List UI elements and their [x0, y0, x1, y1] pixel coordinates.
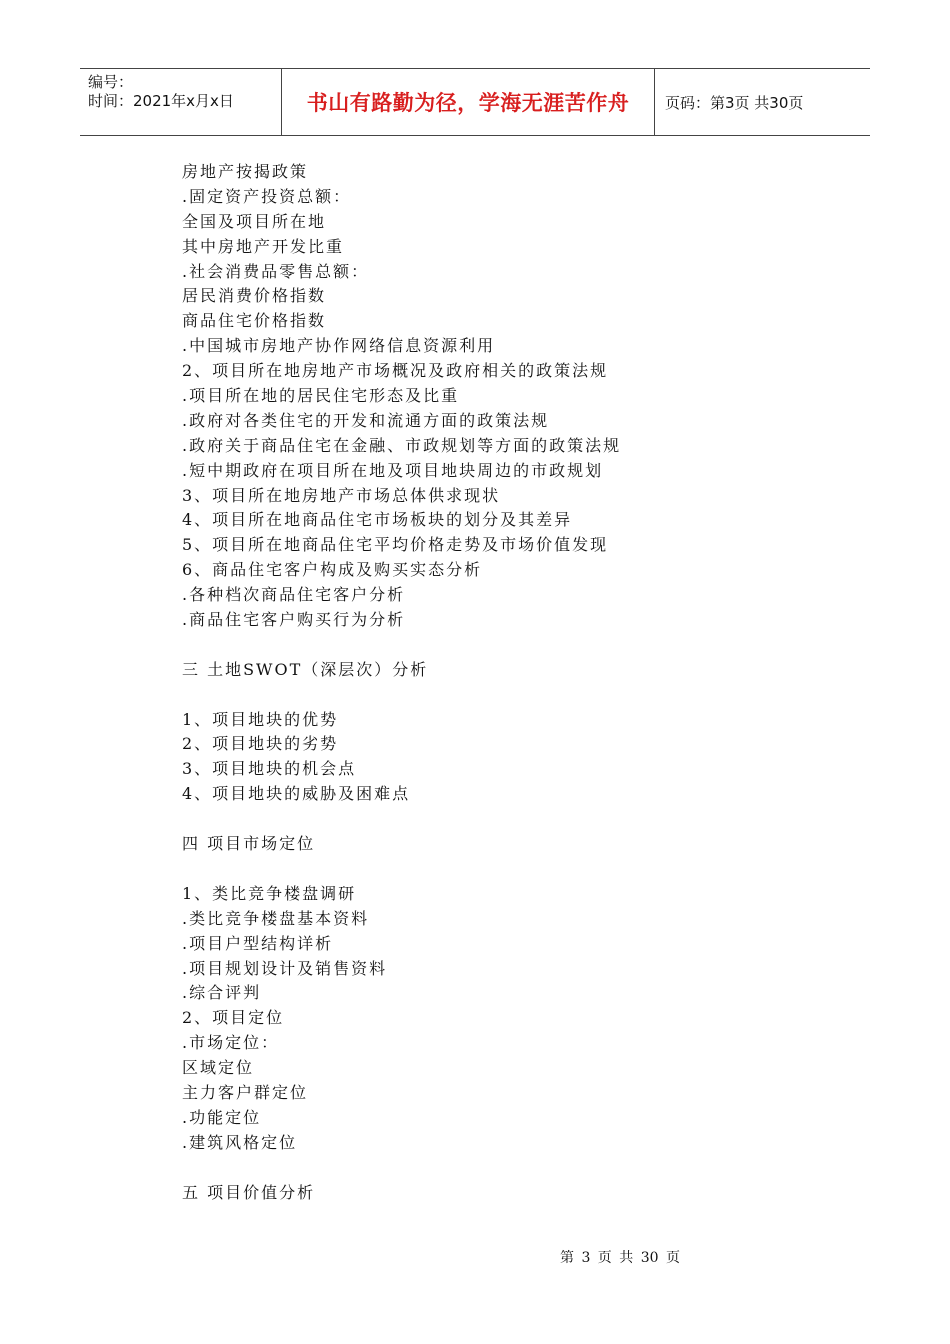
header-info-cell — [80, 69, 282, 135]
body-line: 2、项目所在地房地产市场概况及政府相关的政策法规 — [182, 361, 609, 381]
body-line: 全国及项目所在地 — [182, 211, 327, 231]
page-header — [80, 68, 870, 136]
blank-line — [182, 857, 822, 882]
blank-line — [182, 683, 822, 708]
body-line: 房地产按揭政策 — [182, 162, 309, 181]
body-line: .市场定位： — [182, 1033, 280, 1053]
body-line: 6、商品住宅客户构成及购买实态分析 — [182, 560, 483, 580]
body-line: .建筑风格定位 — [182, 1132, 298, 1152]
header-page-info: 页码：第3页 共30页 — [665, 93, 804, 112]
document-body — [182, 160, 822, 1205]
body-line: .项目规划设计及销售资料 — [182, 958, 388, 978]
body-line: .类比竞争楼盘基本资料 — [182, 908, 370, 928]
body-line: .固定资产投资总额： — [182, 186, 352, 206]
body-line: .社会消费品零售总额： — [182, 261, 370, 281]
blank-line — [182, 807, 822, 832]
body-line: .综合评判 — [182, 983, 262, 1003]
header-motto: 书山有路勤为径，学海无涯苦作舟 — [282, 69, 655, 135]
body-line: 2、项目定位 — [182, 1008, 285, 1028]
blank-line — [182, 1156, 822, 1181]
body-line: 居民消费价格指数 — [182, 286, 327, 306]
body-line: 其中房地产开发比重 — [182, 236, 345, 256]
document-time-label: 时间：2021年x月x日 — [88, 92, 234, 110]
body-line: .政府关于商品住宅在金融、市政规划等方面的政策法规 — [182, 435, 622, 455]
section-heading-3: 三 土地SWOT（深层次）分析 — [182, 659, 429, 679]
body-line: 1、项目地块的优势 — [182, 709, 339, 729]
section-heading-5: 五 项目价值分析 — [182, 1182, 316, 1202]
body-line: 主力客户群定位 — [182, 1082, 309, 1102]
document-number-label: 编号： — [88, 73, 134, 91]
body-line: .短中期政府在项目所在地及项目地块周边的市政规划 — [182, 460, 604, 480]
body-line: .功能定位 — [182, 1107, 262, 1127]
body-line: 商品住宅价格指数 — [182, 311, 327, 331]
body-line: 3、项目地块的机会点 — [182, 759, 357, 779]
body-line: 2、项目地块的劣势 — [182, 734, 339, 754]
body-line: 区域定位 — [182, 1058, 255, 1078]
blank-line — [182, 633, 822, 658]
body-line: .政府对各类住宅的开发和流通方面的政策法规 — [182, 410, 550, 430]
body-line: 1、类比竞争楼盘调研 — [182, 883, 357, 903]
body-line: .各种档次商品住宅客户分析 — [182, 585, 406, 605]
body-line: .中国城市房地产协作网络信息资源利用 — [182, 336, 496, 356]
section-heading-4: 四 项目市场定位 — [182, 834, 316, 854]
body-line: .项目户型结构详析 — [182, 933, 334, 953]
body-line: .商品住宅客户购买行为分析 — [182, 610, 406, 630]
body-line: 4、项目地块的威胁及困难点 — [182, 784, 411, 804]
body-line: 5、项目所在地商品住宅平均价格走势及市场价值发现 — [182, 535, 609, 555]
body-line: 3、项目所在地房地产市场总体供求现状 — [182, 485, 501, 505]
body-line: .项目所在地的居民住宅形态及比重 — [182, 386, 460, 406]
page-footer: 第 3 页 共 30 页 — [560, 1250, 680, 1266]
body-line: 4、项目所在地商品住宅市场板块的划分及其差异 — [182, 510, 573, 530]
